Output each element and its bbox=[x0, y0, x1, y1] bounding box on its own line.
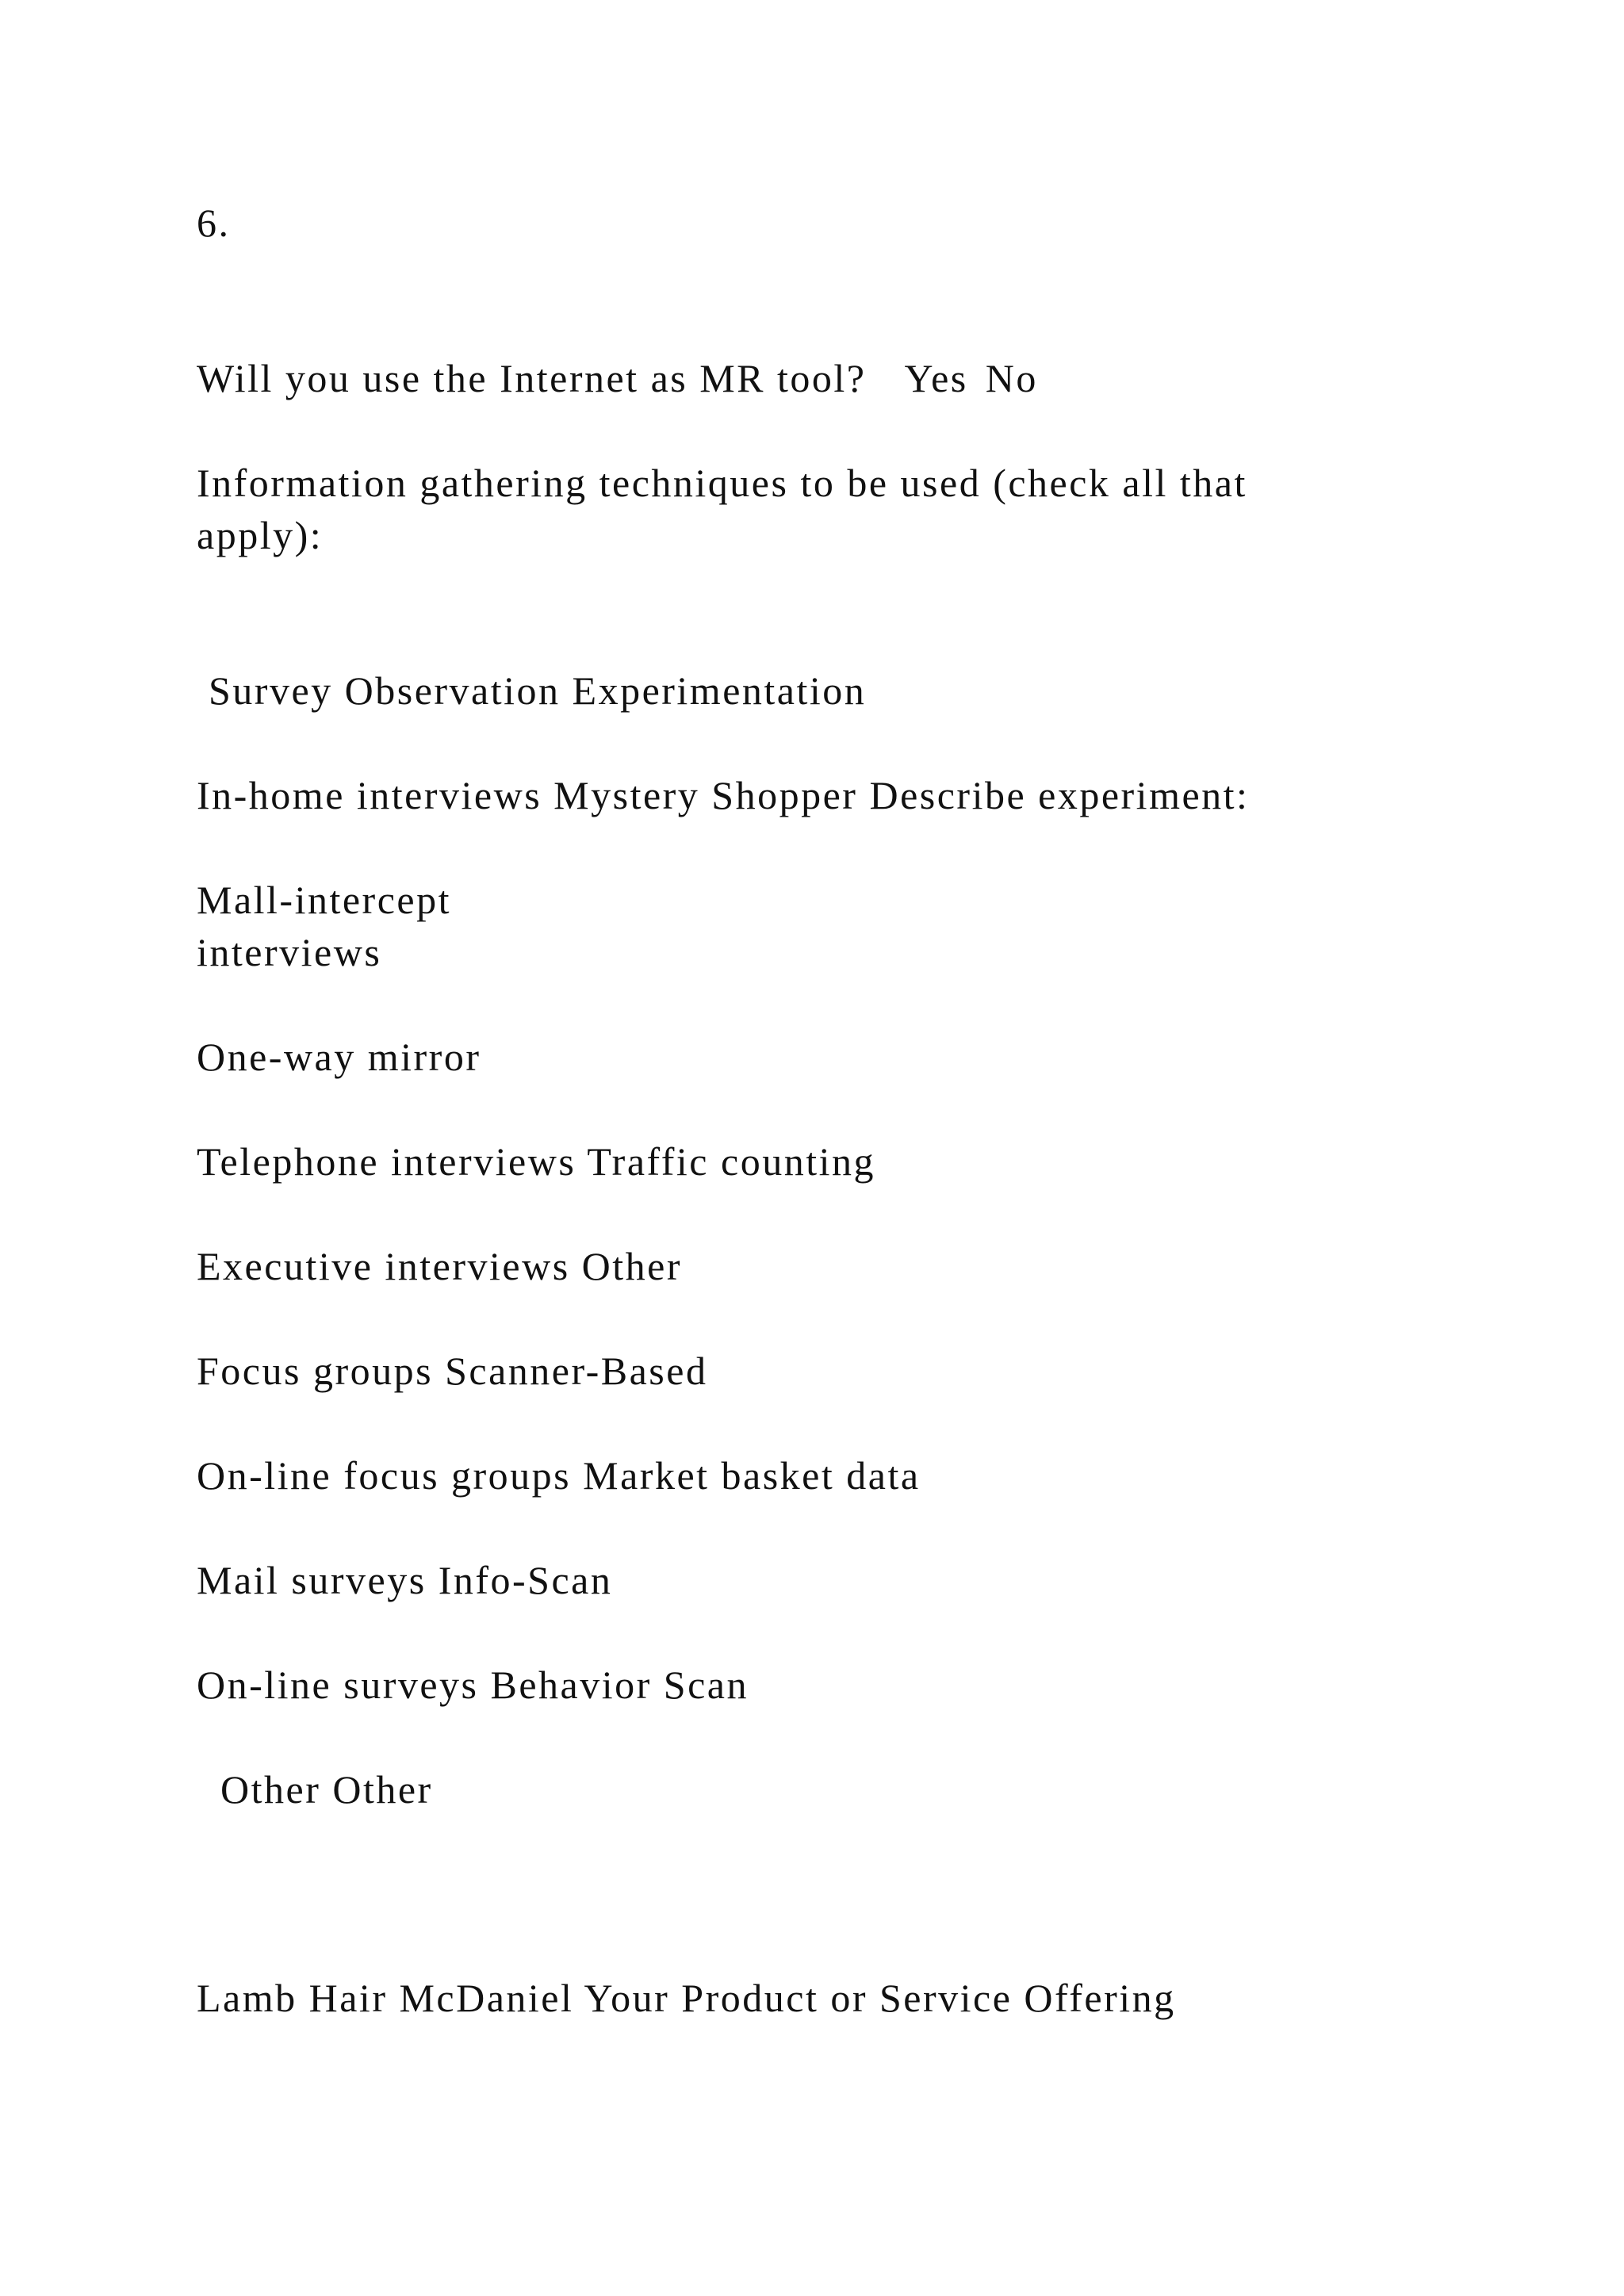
technique-row: interviews bbox=[197, 930, 382, 974]
yes-option: Yes bbox=[904, 356, 968, 400]
techniques-prompt-line-1: Information gathering techniques to be used (check all that bbox=[197, 461, 1247, 505]
technique-row: Mail surveys Info-Scan bbox=[197, 1558, 613, 1602]
technique-row: In-home interviews Mystery Shopper Describe experiment: bbox=[197, 773, 1250, 817]
no-option: No bbox=[985, 356, 1038, 400]
technique-row: One-way mirror bbox=[197, 1035, 481, 1079]
internet-question-line bbox=[197, 352, 1038, 404]
technique-row: On-line surveys Behavior Scan bbox=[197, 1663, 749, 1707]
internet-question-text: Will you use the Internet as MR tool? bbox=[197, 356, 867, 400]
technique-row: Mall-intercept bbox=[197, 878, 451, 922]
technique-row: On-line focus groups Market basket data bbox=[197, 1453, 921, 1498]
techniques-prompt-line-2: apply): bbox=[197, 513, 324, 557]
technique-row: Executive interviews Other bbox=[197, 1244, 683, 1288]
technique-row: Focus groups Scanner-Based bbox=[197, 1349, 708, 1393]
technique-row: Telephone interviews Traffic counting bbox=[197, 1139, 875, 1184]
footer-text: Lamb Hair McDaniel Your Product or Service Offering bbox=[197, 1976, 1176, 2020]
columns-header: Survey Observation Experimentation bbox=[197, 668, 867, 713]
technique-row: Other Other bbox=[197, 1767, 433, 1812]
section-number: 6. bbox=[197, 201, 231, 245]
